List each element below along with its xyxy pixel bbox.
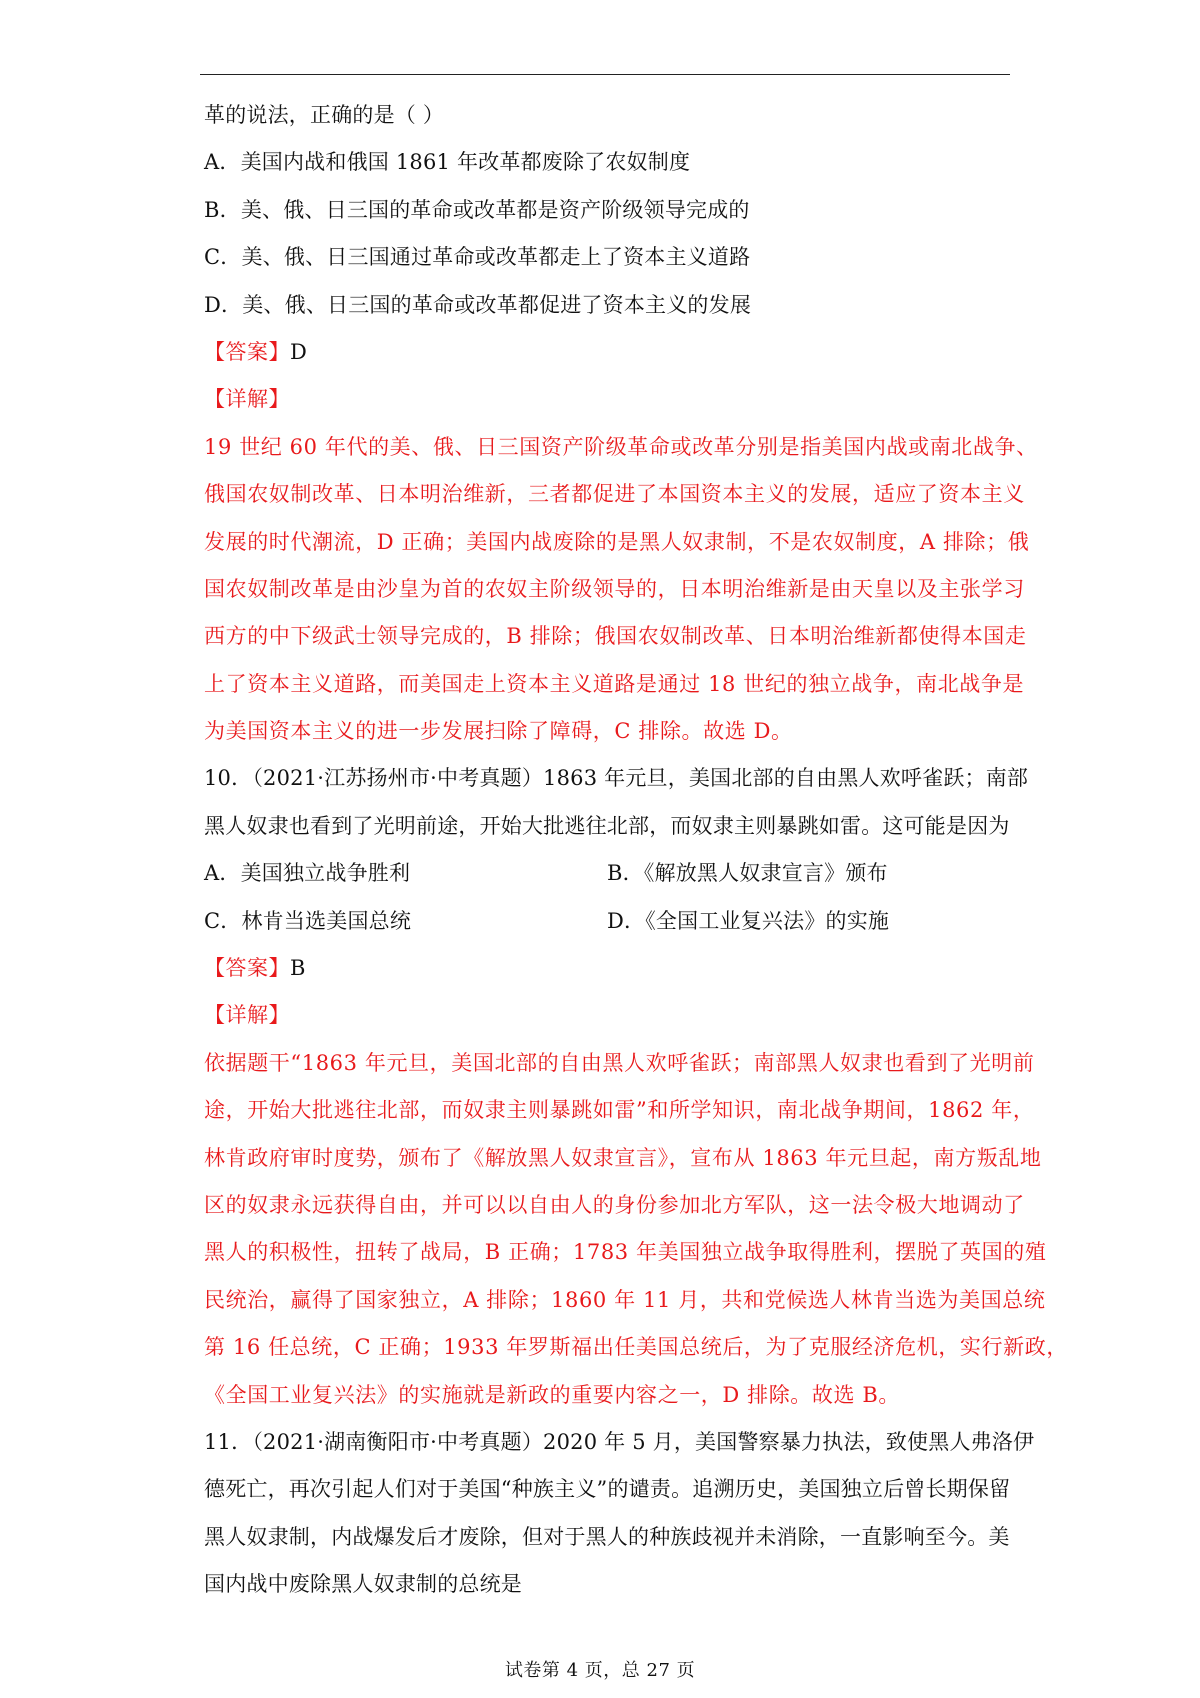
q9-detail-line: 19 世纪 60 年代的美、俄、日三国资产阶级革命或改革分别是指美国内战或南北战争、 — [204, 434, 1038, 459]
q9-option-c: C．美、俄、日三国通过革命或改革都走上了资本主义道路 — [204, 245, 751, 270]
page-content — [204, 92, 1068, 1609]
q11-stem-line: 德死亡，再次引起人们对于美国“种族主义”的谴责。追溯历史，美国独立后曾长期保留 — [204, 1477, 1011, 1502]
q10-detail-line: 途，开始大批逃往北部，而奴隶主则暴跳如雷”和所学知识，南北战争期间，1862 年， — [204, 1098, 1035, 1123]
q9-stem-tail: 革的说法，正确的是（ ） — [204, 103, 445, 127]
q9-detail-label: 【详解】 — [204, 387, 290, 412]
q9-option-a: A．美国内战和俄国 1861 年改革都废除了农奴制度 — [204, 150, 691, 175]
q11-stem-line: 黑人奴隶制，内战爆发后才废除，但对于黑人的种族歧视并未消除，一直影响至今。美 — [204, 1524, 1010, 1549]
q9-detail-line: 俄国农奴制改革、日本明治维新，三者都促进了本国资本主义的发展，适应了资本主义 — [204, 482, 1025, 507]
q11-stem-line: 11．（2021·湖南衡阳市·中考真题）2020 年 5 月，美国警察暴力执法，致使黑人弗洛伊 — [204, 1429, 1035, 1454]
q10-stem-line: 黑人奴隶也看到了光明前途，开始大批逃往北部，而奴隶主则暴跳如雷。这可能是因为 — [204, 813, 1010, 838]
q9-option-d: D．美、俄、日三国的革命或改革都促进了资本主义的发展 — [204, 292, 752, 317]
q11-stem-line: 国内战中废除黑人奴隶制的总统是 — [204, 1572, 522, 1597]
q9-answer — [204, 329, 1010, 376]
q10-detail-line: 民统治，赢得了国家独立，A 排除；1860 年 11 月，共和党候选人林肯当选为美国总统 — [204, 1287, 1046, 1312]
answer-value: D — [290, 339, 308, 364]
header-rule — [200, 74, 1010, 75]
q10-options-row-2 — [204, 898, 1010, 945]
q10-detail-line: 第 16 任总统，C 正确；1933 年罗斯福出任美国总统后，为了克服经济危机，实行新政， — [204, 1335, 1068, 1360]
answer-label: 【答案】 — [204, 956, 290, 981]
page-footer: 试卷第 4 页，总 27 页 — [504, 1660, 696, 1681]
answer-value: B — [290, 956, 306, 981]
q10-detail-line: 黑人的积极性，扭转了战局，B 正确；1783 年美国独立战争取得胜利，摆脱了英国的殖 — [204, 1240, 1047, 1265]
q9-detail-line: 国农奴制改革是由沙皇为首的农奴主阶级领导的，日本明治维新是由天皇以及主张学习 — [204, 576, 1025, 601]
q10-detail-line: 区的奴隶永远获得自由，并可以以自由人的身份参加北方军队，这一法令极大地调动了 — [204, 1192, 1025, 1217]
q9-detail-line: 发展的时代潮流，D 正确；美国内战废除的是黑人奴隶制，不是农奴制度，A 排除；俄 — [204, 529, 1030, 554]
q10-option-a: A．美国独立战争胜利 — [204, 861, 411, 886]
q9-detail-line: 上了资本主义道路，而美国走上资本主义道路是通过 18 世纪的独立战争，南北战争是 — [204, 671, 1025, 696]
q10-detail-line: 依据题干“1863 年元旦，美国北部的自由黑人欢呼雀跃；南部黑人奴隶也看到了光明前 — [204, 1050, 1035, 1075]
q10-detail-line: 《全国工业复兴法》的实施就是新政的重要内容之一，D 排除。故选 B。 — [204, 1382, 901, 1407]
q9-detail-line: 为美国资本主义的进一步发展扫除了障碍，C 排除。故选 D。 — [204, 719, 793, 744]
answer-label: 【答案】 — [204, 339, 290, 364]
q10-option-c: C．林肯当选美国总统 — [204, 908, 412, 933]
q10-stem-line: 10．（2021·江苏扬州市·中考真题）1863 年元旦，美国北部的自由黑人欢呼雀跃；南部 — [204, 766, 1029, 791]
q10-answer — [204, 945, 1010, 992]
q10-detail-line: 林肯政府审时度势，颁布了《解放黑人奴隶宣言》，宣布从 1863 年元旦起，南方叛乱地 — [204, 1145, 1042, 1170]
q10-option-d: D．《全国工业复兴法》的实施 — [607, 908, 890, 933]
q10-options-row-1 — [204, 850, 1010, 897]
q9-detail-line: 西方的中下级武士领导完成的，B 排除；俄国农奴制改革、日本明治维新都使得本国走 — [204, 624, 1027, 649]
q10-option-b: B．《解放黑人奴隶宣言》颁布 — [607, 861, 888, 886]
q9-option-b: B．美、俄、日三国的革命或改革都是资产阶级领导完成的 — [204, 197, 750, 222]
q10-detail-label: 【详解】 — [204, 1003, 290, 1028]
